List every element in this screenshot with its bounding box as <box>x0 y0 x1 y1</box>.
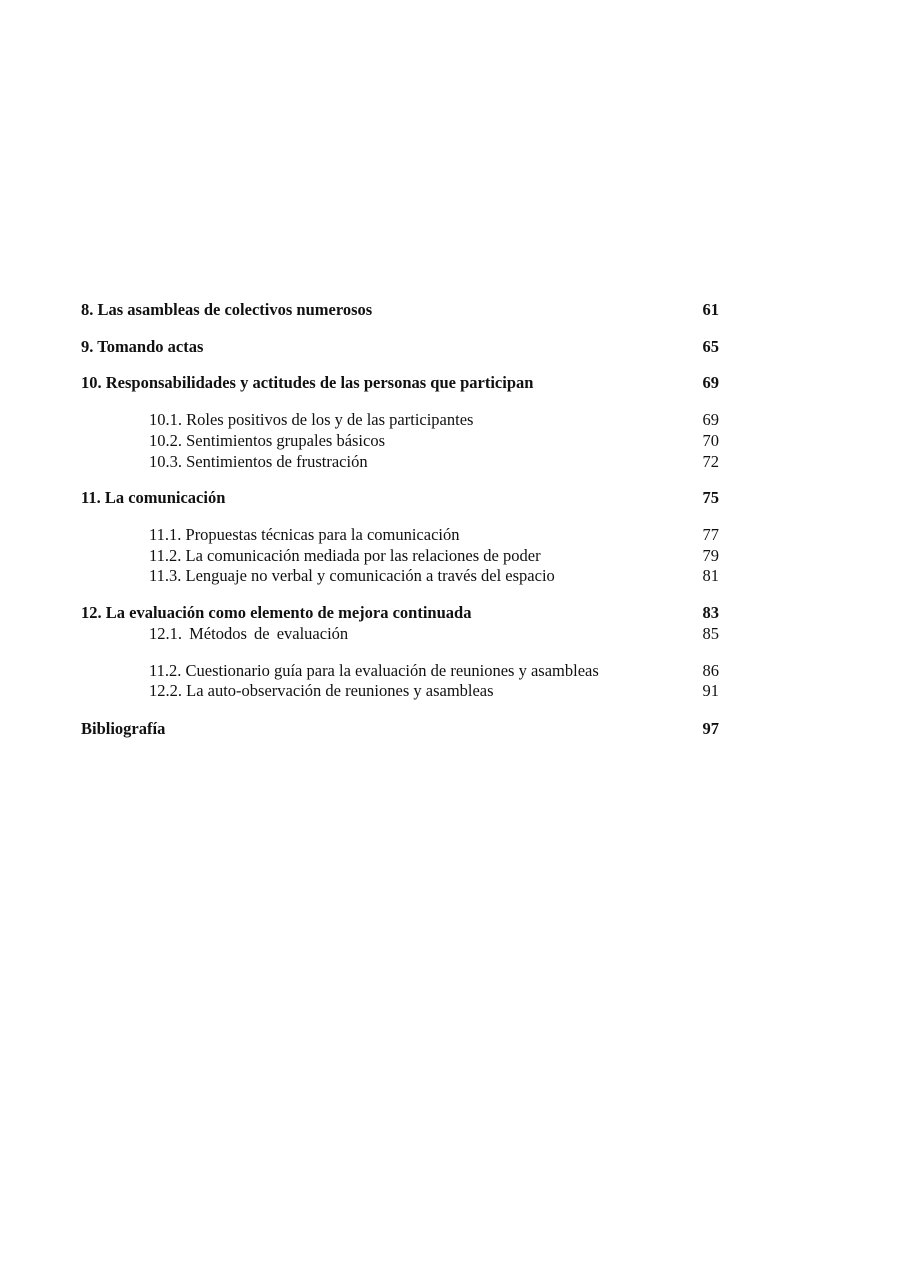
toc-entry-page: 77 <box>702 525 719 544</box>
toc-chapter-9[interactable] <box>81 336 719 357</box>
toc-section-12-2[interactable] <box>149 680 719 701</box>
toc-chapter-8[interactable] <box>81 299 719 320</box>
toc-entry-title: 12.2. La auto-observación de reuniones y asambleas <box>149 681 494 700</box>
toc-section-12-1[interactable] <box>149 623 719 644</box>
toc-entry-title: 12. La evaluación como elemento de mejora continuada <box>81 603 472 622</box>
toc-section-11-2-questionnaire[interactable] <box>149 660 719 681</box>
toc-entry-page: 79 <box>702 546 719 565</box>
toc-entry-title: 8. Las asambleas de colectivos numerosos <box>81 300 373 319</box>
toc-entry-page: 97 <box>702 719 719 738</box>
toc-entry-page: 75 <box>702 488 719 507</box>
toc-entry-title: 11.2. La comunicación mediada por las relaciones de poder <box>149 546 541 565</box>
toc-entry-page: 85 <box>702 624 719 643</box>
toc-entry-title: 10. Responsabilidades y actitudes de las personas que participan <box>81 373 534 392</box>
toc-entry-page: 72 <box>702 452 719 471</box>
toc-entry-page: 81 <box>702 566 719 585</box>
toc-section-10-1[interactable] <box>149 409 719 430</box>
toc-chapter-11[interactable] <box>81 487 719 508</box>
toc-entry-title: 11.3. Lenguaje no verbal y comunicación a través del espacio <box>149 566 555 585</box>
toc-entry-page: 69 <box>702 373 719 392</box>
toc-entry-title: 11.2. Cuestionario guía para la evaluación de reuniones y asambleas <box>149 661 599 680</box>
toc-entry-page: 91 <box>702 681 719 700</box>
toc-entry-page: 69 <box>702 410 719 429</box>
toc-entry-page: 65 <box>702 337 719 356</box>
toc-entry-title: 12.1. Métodos de evaluación <box>149 624 349 643</box>
toc-entry-title: 9. Tomando actas <box>81 337 204 356</box>
toc-section-10-2[interactable] <box>149 430 719 451</box>
toc-entry-title: 11. La comunicación <box>81 488 226 507</box>
toc-section-11-1[interactable] <box>149 524 719 545</box>
toc-section-11-2[interactable] <box>149 545 719 566</box>
toc-entry-title: 10.3. Sentimientos de frustración <box>149 452 368 471</box>
toc-entry-title: 10.2. Sentimientos grupales básicos <box>149 431 386 450</box>
toc-section-11-3[interactable] <box>149 565 719 586</box>
toc-bibliography[interactable] <box>81 718 719 739</box>
toc-chapter-10[interactable] <box>81 372 719 393</box>
toc-chapter-12[interactable] <box>81 602 719 623</box>
toc-entry-page: 83 <box>702 603 719 622</box>
toc-entry-page: 86 <box>702 661 719 680</box>
toc-entry-title: 11.1. Propuestas técnicas para la comunicación <box>149 525 460 544</box>
toc-entry-title: 10.1. Roles positivos de los y de las participantes <box>149 410 474 429</box>
toc-section-10-3[interactable] <box>149 451 719 472</box>
toc-entry-title: Bibliografía <box>81 719 166 738</box>
toc-entry-page: 61 <box>702 300 719 319</box>
toc-entry-page: 70 <box>702 431 719 450</box>
